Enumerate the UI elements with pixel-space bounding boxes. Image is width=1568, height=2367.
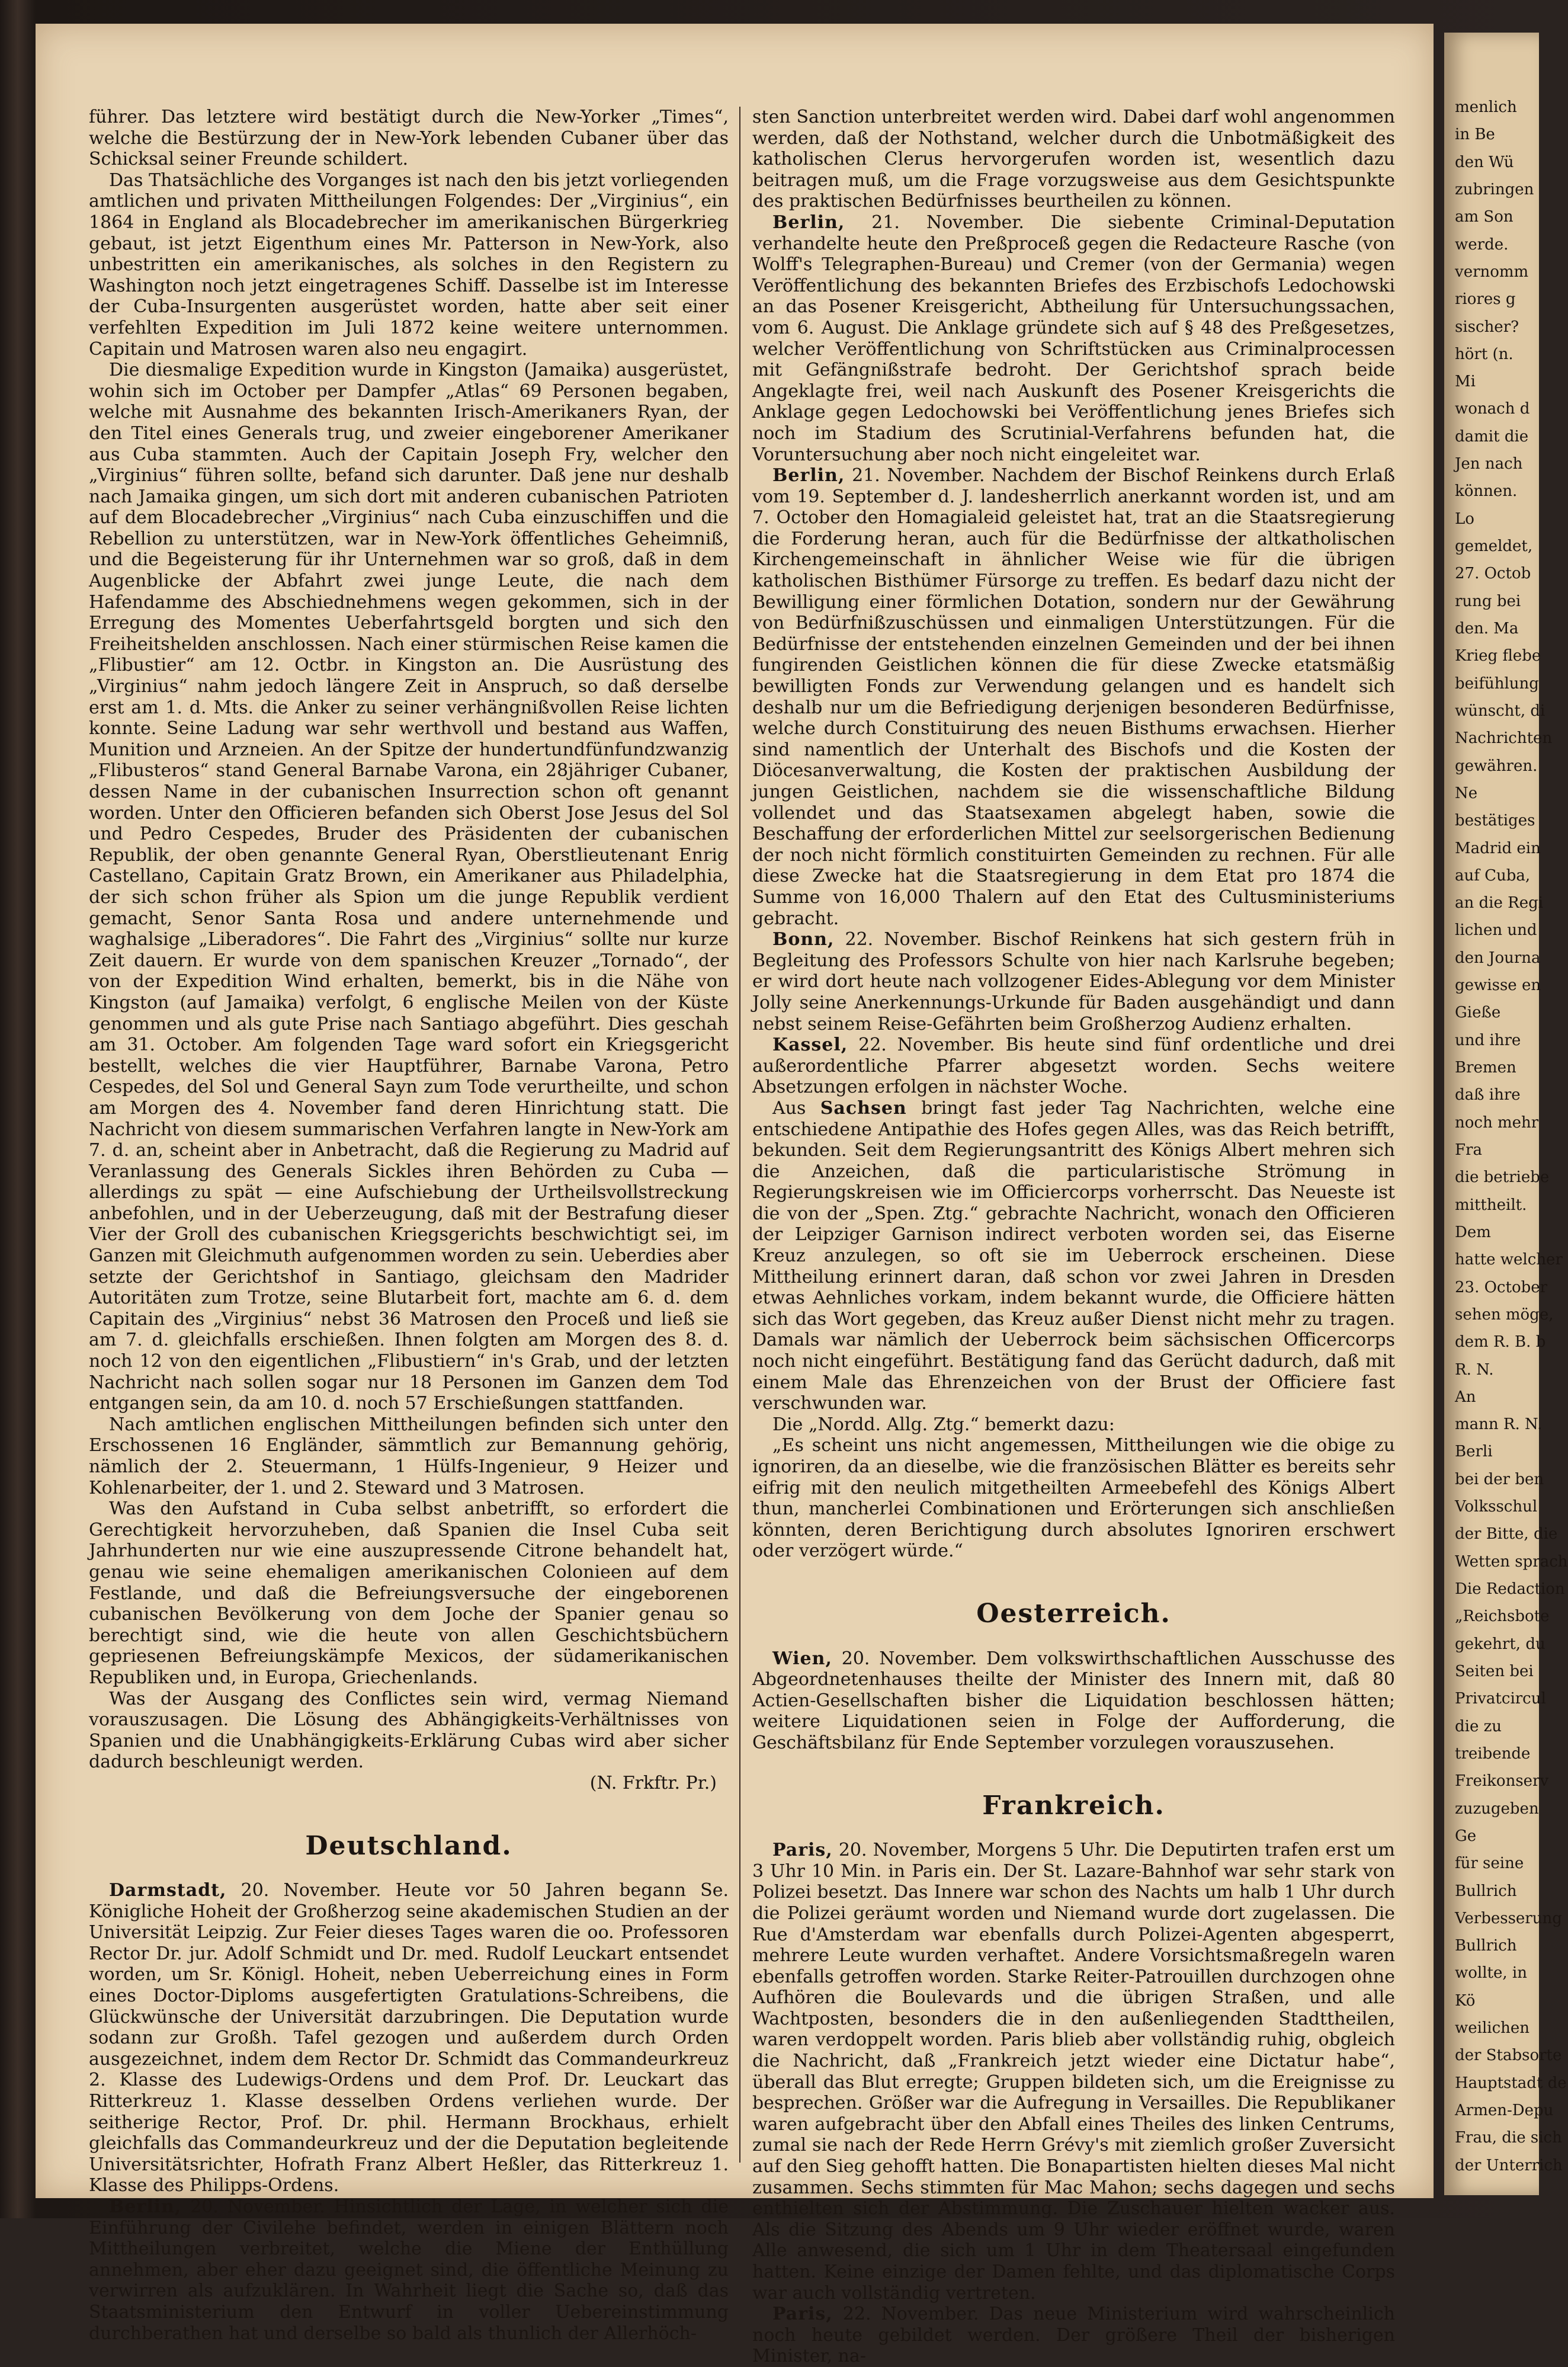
article-berlin-civilehe — [89, 2196, 729, 2344]
next-page-fragment: mann R. N. — [1455, 1415, 1543, 1434]
next-page-fragment: in Be — [1455, 126, 1495, 144]
next-page-fragment: gewisse en — [1455, 976, 1541, 995]
paragraph-virginius-expedition: Die diesmalige Expedition wurde in Kingston (Jamaika) ausgerüstet, wohin sich im October per Dampfer „Atlas“ 69 Personen begaben, welche mit Ausnahme des bekannten Irisch-Amerikaners Ryan, der den Titel eines Generals trug, und zweier eingeborener Amerikaner aus Cuba stammten. Auch der Capitain Joseph Fry, welcher den „Virginius“ führen sollte, befand sich darunter. Daß jene nur deshalb nach Jamaika gingen, um sich dort mit anderen cubanischen Patrioten auf dem Blocadebrecher „Virginius“ nach Cuba einzuschiffen und die Rebellion zu unterstützen, war in New-York öffentliches Geheimniß, und die Begeisterung für ihr Unternehmen war so groß, daß in dem Augenblicke der Abfahrt zwei junge Leute, die nach dem Hafendamme des Abschiednehmens wegen gekommen, sich in der Erregung des Momentes Ueberfahrtsgeld borgten und sich den Freiheitshelden anschlossen. Nach einer stürmischen Reise kamen die „Flibustier“ am 12. Octbr. in Kingston an. Die Ausrüstung des „Virginius“ nahm jedoch längere Zeit in Anspruch, so daß derselbe erst am 1. d. Mts. die Anker zu seiner verhängnißvollen Reise lichten konnte. Seine Ladung war sehr werthvoll und bestand aus Waffen, Munition und Arzneien. An der Spitze der hundertundfünfundzwanzig „Flibusteros“ stand General Barnabe Varona, ein 28jähriger Cubaner, dessen Name in der cubanischen Insurrection schon oft genannt worden. Unter den Officieren befanden sich Oberst Jose Jesus del Sol und Pedro Cespedes, Bruder des Präsidenten der cubanischen Republik, der oben genannte General Ryan, Oberstlieutenant Enrig Castellano, Capitain Gratz Brown, ein Amerikaner aus Philadelphia, der sich schon früher als Spion um die junge Republik verdient gemacht, Senor Santa Rosa und andere unternehmende und waghalsige „Liberadores“. Die Fahrt des „Virginius“ sollte nur kurze Zeit dauern. Er wurde von dem spanischen Kreuzer „Tornado“, der von der Expedition Wind erhalten, bemerkt, bis in die Nähe von Kingston (auf Jamaika) verfolgt, 6 englische Meilen von der Küste genommen und als gute Prise nach Santiago abgeführt. Dies geschah am 31. October. Am folgenden Tage ward sofort ein Kriegsgericht bestellt, welches die vier Hauptführer, Barnabe Varona, Petro Cespedes, del Sol und General Sayn zum Tode verurtheilte, und schon am Morgen des 4. November fand deren Hinrichtung statt. Die Nachricht von diesem summarischen Verfahren langte in New-York am 7. d. an, scheint aber in Anbetracht, daß die Regierung zu Madrid auf Veranlassung des Generals Sickles ihren Behörden zu Cuba — allerdings zu spät — eine Aufschiebung der Urtheilsvollstreckung anbefohlen, und in der Ueberzeugung, daß mit der Bestrafung dieser Vier der Groll des cubanischen Kriegsgerichts beschwichtigt sei, im Ganzen mit Gleichmuth aufgenommen worden zu sein. Ueberdies aber setzte der Gerichtshof in Santiago, gleichsam den Madrider Autoritäten zum Trotze, seine Blutarbeit fort, machte am 6. d. dem Capitain des „Virginius“ nebst 36 Matrosen den Proceß und ließ sie am 7. d. gleichfalls erschießen. Ihnen folgten am Morgen des 8. d. noch 12 von den eigentlichen „Flibustiern“ in's Grab, und der letzten Nachricht nach sollen sogar nur 18 Personen im Ganzen dem Tod entgangen sein, da am 10. d. noch 57 Erschießungen stattfanden. — [89, 360, 729, 1414]
quote-nordd: „Es scheint uns nicht angemessen, Mittheilungen wie die obige zu ignoriren, da an dieselbe, wie die französischen Blätter es bereits sehr eifrig mit den neulich mitgetheilten Armeebefehl des Königs Albert thun, mancherlei Combinationen und Erörterungen sich anschließen könnten, deren Berichtigung durch absolutes Ignoriren erschwert oder verzögert würde.“ — [752, 1435, 1395, 1562]
next-page-fragment: treibende — [1455, 1744, 1531, 1763]
next-page-fragment: hatte welcher — [1455, 1251, 1563, 1269]
next-page-fragment: den Journa — [1455, 949, 1541, 967]
next-page-fragment: Nachrichten — [1455, 729, 1553, 748]
next-page-fragment: Bullrich — [1455, 1882, 1517, 1900]
paragraph-virginius-intro: führer. Das letztere wird bestätigt durch die New-Yorker „Times“, welche die Bestürzung der in New-York lebenden Cubaner über das Schicksal seiner Freunde schildert. — [89, 107, 729, 170]
next-page-fragment: Gieße — [1455, 1004, 1501, 1022]
next-page-fragment: Freikonserv — [1455, 1772, 1549, 1791]
dateline-city: Darmstadt, — [109, 1880, 227, 1901]
right-column — [752, 107, 1395, 2367]
article-text: 22. November. Bischof Reinkens hat sich gestern früh in Begleitung des Professors Schulte von hier nach Karlsruhe begeben; er wird dort heute nach vollzogener Eides-Ablegung vor dem Minister Jolly seine Anerkennungs-Urkunde für Baden ausgehändigt und dann nebst seinem Reise-Gefährten beim Großherzog Audienz erhalten. — [752, 929, 1395, 1034]
article-bonn — [752, 929, 1395, 1034]
article-lead: Aus — [772, 1097, 806, 1119]
next-page-fragment: Ne — [1455, 784, 1478, 802]
article-paris-ministry — [752, 2304, 1395, 2367]
next-page-fragment: damit die — [1455, 427, 1529, 446]
next-page-fragment: Krieg flebe — [1455, 647, 1541, 665]
column-rule — [739, 107, 740, 2163]
paragraph-virginius-facts: Das Thatsächliche des Vorganges ist nach den bis jetzt vorliegenden amtlichen und privaten Mittheilungen Folgendes: Der „Virginius“, ein 1864 in England als Blocadebrecher im amerikanischen Bürgerkrieg gebaut, ist jetzt Eigenthum eines Mr. Patterson in New-York, also unbestritten ein amerikanisches, als solches in den Registern zu Washington noch jetzt eingetragenes Schiff. Dasselbe ist im Interesse der Cuba-Insurgenten ausgerüstet worden, hatte aber seit einer verfehlten Expedition im Juli 1872 keine weitere unternommen. Capitain und Matrosen waren also neu engagirt. — [89, 169, 729, 360]
section-heading-frankreich: Frankreich. — [982, 1790, 1165, 1821]
article-text: 20. November, Morgens 5 Uhr. Die Deputirten trafen erst um 3 Uhr 10 Min. in Paris ein. Der St. Lazare-Bahnhof war sehr stark von Polizei besetzt. Das Innere war schon des Nachts um halb 1 Uhr durch die Polizei geräumt worden und Niemand wurde dort zugelassen. Die Rue d'Amsterdam war ebenfalls durch Polizei-Agenten abgesperrt, mehrere Leute wurden verhaftet. Andere Vorsichtsmaßregeln waren ebenfalls getroffen worden. Starke Reiter-Patrouillen durchzogen ohne Aufhören die Boulevards und die übrigen Straßen, und alle Wachtposten, besonders die in den außenliegenden Stadttheilen, waren verdoppelt worden. Paris blieb aber vollständig ruhig, obgleich die Nachricht, daß „Frankreich jetzt wieder eine Dictatur habe“, überall das Blut erregte; Gruppen bildeten sich, um die Ereignisse zu besprechen. Größer war die Aufregung in Versailles. Die Republikaner waren aufgebracht über den Abfall eines Theiles des linken Centrums, zumal sie nach der Rede Herrn Grévy's mit ziemlich großer Zuversicht auf den Sieg gehofft hatten. Die Bonapartisten hielten dieses Mal nicht zusammen. Sechs stimmten für Mac Mahon; sechs dagegen und sechs enthielten sich der Abstimmung. Die Zuschauer hielten wacker aus. Als die Sitzung des Abends um 9 Uhr wieder eröffnet wurde, waren Alle anwesend, die sich um 1 Uhr in dem Theatersaal eingefunden hatten. Keine einzige der Damen fehlte, und das diplomatische Corps war auch vollständig vertreten. — [752, 1840, 1395, 2304]
next-page-fragment: Armen-Depu — [1455, 2102, 1554, 2120]
next-page-fragment: zuzugeben — [1455, 1799, 1539, 1818]
next-page-fragment: dem R. B. b — [1455, 1333, 1546, 1351]
next-page-fragment: Seiten bei — [1455, 1663, 1534, 1680]
next-page-fragment: der Unterrich — [1455, 2156, 1563, 2174]
next-page-fragment: vernomm — [1455, 262, 1529, 281]
next-page-fragment: Jen nach — [1455, 455, 1523, 473]
next-page-fragment: Fra — [1455, 1141, 1482, 1159]
quote-intro: Die „Nordd. Allg. Ztg.“ bemerkt dazu: — [772, 1414, 1115, 1435]
next-page-fragment: gekehrt, du — [1455, 1635, 1545, 1653]
article-wien — [752, 1648, 1395, 1754]
next-page-fragment: lichen und — [1455, 921, 1537, 940]
next-page-fragment: der Bitte, die — [1455, 1525, 1558, 1543]
next-page-fragment: der Stabsorte — [1455, 2046, 1562, 2065]
next-page-fragment: 23. October — [1455, 1278, 1548, 1296]
dateline-city: Wien, — [772, 1648, 832, 1669]
next-page-fragment: sischer? — [1455, 318, 1519, 336]
next-page-fragment: gemeldet, — [1455, 537, 1533, 556]
dateline-city: Paris, — [772, 2304, 833, 2325]
next-page-fragment: hört (n. — [1455, 345, 1514, 363]
section-heading-oesterreich: Oesterreich. — [976, 1598, 1171, 1629]
article-text: 21. November. Die siebente Criminal-Deputation verhandelte heute den Preßproceß gegen die Redacteure Rasche (von Wolff's Telegraphen-Bureau) und Cremer (von der Germania) wegen Veröffentlichung des bekannten Briefes des Erzbischofs Ledochowski an das Posener Kreisgericht, Abtheilung für Untersuchungssachen, vom 6. August. Die Anklage gründete sich auf § 48 des Preßgesetzes, welcher Veröffentlichung von Schriftstücken aus Criminalprocessen mit Gefängnißstrafe bedroht. Der Gerichtshof sprach beide Angeklagte frei, weil nach Auskunft des Posener Kreisgerichts die Anklage gegen Ledochowski bei Veröffentlichung jenes Briefes sich noch im Stadium des Scrutinial-Verfahrens befunden hat, die Voruntersuchung aber noch nicht eingeleitet war. — [752, 212, 1395, 465]
next-page-fragment: riores g — [1455, 290, 1516, 309]
next-page-fragment: rung bei — [1455, 592, 1521, 610]
next-page-fragment: Madrid ein — [1455, 839, 1541, 857]
next-page-fragment: am Son — [1455, 208, 1514, 226]
next-page-fragment: Volksschul — [1455, 1498, 1538, 1516]
dateline-city: Kassel, — [772, 1034, 848, 1056]
article-text: bringt fast jeder Tag Nachrichten, welche eine entschiedene Antipathie des Hofes gegen Alles, was das Reich betrifft, bekunden. Seit dem Regierungsantritt des Königs Albert mehren sich die Anzeichen, daß die particularistische Strömung in Regierungskreisen wie im Officiercorps vorherrscht. Das Neueste ist die von der „Spen. Ztg.“ gebrachte Nachricht, wonach den Officieren der Leipziger Garnison indirect verboten worden sei, das Eiserne Kreuz anzulegen, so oft sie im Ueberrock erscheinen. Diese Mittheilung erinnert daran, daß schon vor zwei Jahren in Dresden etwas Aehnliches vorkam, indem bekannt wurde, die Officiere hätten sich das Wort gegeben, das Kreuz außer Dienst nicht mehr zu tragen. Damals war nämlich der Ueberrock beim sächsischen Officercorps noch nicht eingeführt. Bestätigung fand das Gerücht dadurch, daß mit einem Male das Ehrenzeichen von der Brust der Officiere fast verschwunden war. — [752, 1097, 1395, 1414]
article-text: 22. November. Bis heute sind fünf ordentliche und drei außerordentliche Pfarrer abgesetzt worden. Sechs weitere Absetzungen erfolgen in nächster Woche. — [752, 1034, 1395, 1098]
next-page-fragment: auf Cuba, — [1455, 866, 1531, 885]
next-page-fragment: für seine — [1455, 1854, 1524, 1873]
next-page-fragment: Privatcircul — [1455, 1690, 1546, 1708]
next-page-fragment: werde. — [1455, 235, 1509, 254]
newspaper-page — [36, 24, 1434, 2367]
next-page-fragment: den. Ma — [1455, 620, 1519, 638]
next-page-fragment: Dem — [1455, 1223, 1491, 1241]
next-page-fragment: noch mehr — [1455, 1113, 1539, 1132]
next-page-fragment: die zu — [1455, 1717, 1502, 1735]
next-page-fragment: Verbesserung — [1455, 1909, 1562, 1927]
article-text: 20. November. Hinsichtlich der Lage, in welcher sich die Einführung der Civilehe befindet, werden in einigen Blättern noch Mittheilungen verbreitet, welche die Miene der Enthüllung annehmen, aber eher dazu geeignet sind, die öffentliche Meinung zu verwirren als aufzuklären. In Wahrheit liegt die Sache so, daß das Staatsministerium den Entwurf in voller Uebereinstimmung durchberathen hat und derselbe so bald als thunlich der Allerhöch- — [89, 2196, 729, 2344]
paragraph-cuba-uprising: Was den Aufstand in Cuba selbst anbetrifft, so erfordert die Gerechtigkeit hervorzuheben, daß Spanien die Insel Cuba seit Jahrhunderten nur wie eine auszupressende Citrone behandelt hat, genau wie seine ehemaligen amerikanischen Colonieen auf dem Festlande, und daß die Befreiungsversuche der eingeborenen cubanischen Bevölkerung von dem Joche der Spanier genau so berechtigt sind, wie die heute von allen Geschichtsbüchern gepriesenen Befreiungskämpfe Mexicos, der südamerikanischen Republiken und, in Europa, Griechenlands. — [89, 1498, 729, 1688]
article-sachsen — [752, 1098, 1395, 1414]
article-paris-deputies — [752, 1840, 1395, 2304]
dateline-city: Paris, — [772, 1840, 833, 1861]
next-page-fragment: zubringen — [1455, 180, 1534, 198]
next-page-fragment: und ihre — [1455, 1031, 1521, 1049]
article-text: 20. November. Heute vor 50 Jahren begann Se. Königliche Hoheit der Großherzog seine akademischen Studien an der Universität Leipzig. Zur Feier dieses Tages waren die oo. Professoren Rector Dr. jur. Adolf Schmidt und Dr. med. Rudolf Leuckart entsendet worden, um Sr. Königl. Hoheit, neben Ueberreichung eines in Form eines Doctor-Diploms ausgefertigten Gratulations-Schreibens, die Glückwünsche der Universität darzubringen. Die Deputation wurde sodann zur Großh. Tafel gezogen und außerdem durch Orden ausgezeichnet, indem dem Rector Dr. Schmidt das Commandeurkreuz 2. Klasse des Ludewigs-Ordens und dem Prof. Dr. Leuckart das Ritterkreuz 1. Klasse desselben Ordens verliehen wurde. Der seitherige Rector, Prof. Dr. phil. Hermann Brockhaus, erhielt gleichfalls das Commandeurkreuz und der die Deputation begleitende Universitätsrichter, Hofrath Franz Albert Heßler, das Ritterkreuz 1. Klasse des Philipps-Ordens. — [89, 1880, 729, 2196]
next-page-fragment: können. — [1455, 482, 1518, 501]
next-page-fragment: wollte, in — [1455, 1964, 1527, 1982]
next-page-fragment: Frau, die sich — [1455, 2129, 1562, 2147]
next-page-fragment: Ge — [1455, 1827, 1477, 1845]
next-page-fragment: bestätiges — [1455, 812, 1535, 830]
next-page-fragment: Bremen — [1455, 1059, 1516, 1077]
next-page-fragment: wünscht, di — [1455, 702, 1545, 720]
paragraph-conflict-outcome: Was der Ausgang des Conflictes sein wird, vermag Niemand vorauszusagen. Die Lösung des Abhängigkeits-Verhältnisses von Spanien und die Unabhängigkeits-Erklärung Cubas wird aber sicher dadurch beschleunigt werden. — [89, 1688, 729, 1773]
next-page-fragment: mittheilt. — [1455, 1196, 1527, 1214]
next-page-fragment: Hauptstadt de — [1455, 2074, 1567, 2092]
next-page-edge — [1444, 33, 1568, 2195]
next-page-fragment: sehen möge, — [1455, 1305, 1554, 1324]
next-page-fragment: weilichen — [1455, 2019, 1530, 2038]
article-berlin-reinkens — [752, 465, 1395, 929]
paragraph-continuation: sten Sanction unterbreitet werden wird. Dabei darf wohl angenommen werden, daß der Nothstand, welcher durch die Unbotmäßigkeit des katholischen Clerus hervorgerufen worden ist, wesentlich dazu beitragen muß, um die Frage vorzugsweise aus dem Gesichtspunkte des praktischen Bedürfnisses beurtheilen zu können. — [752, 107, 1395, 212]
article-text: 20. November. Dem volkswirthschaftlichen Ausschusse des Abgeordnetenhauses theilte der Minister des Innern mit, daß 80 Actien-Gesellschaften bisher die Liquidation beschlossen hätten; weitere Liquidationen seien in Folge der Aufforderung, die Geschäftsbilanz für Ende September vorzulegen vorauszusehen. — [752, 1648, 1395, 1753]
next-page-fragment: die betriebe — [1455, 1168, 1550, 1187]
next-page-fragment: an die Regi — [1455, 894, 1544, 912]
article-darmstadt — [89, 1880, 729, 2196]
next-page-fragment: Berli — [1455, 1443, 1493, 1461]
next-page-fragment: daß ihre — [1455, 1086, 1521, 1104]
article-text: 21. November. Nachdem der Bischof Reinkens durch Erlaß vom 19. September d. J. landesherrlich anerkannt worden ist, und am 7. October den Homagialeid geleistet hat, trat an die Staatsregierung die Forderung heran, auch für die Bedürfnisse der altkatholischen Kirchengemeinschaft in ähnlicher Weise wie für die übrigen katholischen Bisthümer Fürsorge zu treffen. Es bedarf dazu nicht der Bewilligung einer förmlichen Dotation, sondern nur der Gewährung von Bedürfnißzuschüssen und einmaligen Unterstützungen. Für die Bedürfnisse der entstehenden einzelnen Gemeinden und der bei ihnen fungirenden Geistlichen können die für diese Zwecke etatsmäßig bewilligten Fonds zur Verwendung gelangen und es handelt sich deshalb nur um die Befriedigung derjenigen besonderen Bedürfnisse, welche durch Constituirung des neuen Bisthums erwachsen. Hierher sind namentlich der Unterhalt des Bischofs und die Kosten der Diöcesanverwaltung, die Kosten der praktischen Ausbildung der jungen Geistlichen, nachdem sie die wissenschaftliche Bildung vollendet und das Staatsexamen abgelegt haben, sowie die Beschaffung der erforderlichen Mittel zur seelsorgerischen Bedienung der noch nicht förmlich constituirten Gemeinden zu rechnen. Für alle diese Zwecke hat die Staatsregierung in dem Etat pro 1874 die Summe von 16,000 Thalern auf den Etat des Cultusministeriums gebracht. — [752, 465, 1396, 929]
section-heading-deutschland: Deutschland. — [305, 1830, 512, 1861]
next-page-fragment: bei der ben — [1455, 1470, 1544, 1488]
next-page-fragment: menlich — [1455, 98, 1517, 116]
next-page-fragment: Wetten sprach — [1455, 1552, 1568, 1571]
source-attribution: (N. Frkftr. Pr.) — [589, 1772, 717, 1793]
next-page-fragment: An — [1455, 1388, 1476, 1406]
next-page-fragment: Kö — [1455, 1991, 1476, 2010]
dateline-city: Berlin, — [109, 2196, 182, 2217]
dateline-city: Bonn, — [772, 929, 835, 950]
paragraph-english-victims: Nach amtlichen englischen Mittheilungen befinden sich unter den Erschossenen 16 Engländer, sämmtlich zur Bemannung gehörig, nämlich der 2. Steuermann, 1 Hülfs-Ingenieur, 9 Heizer und Kohlenarbeiter, der 1. und 2. Steward und 3 Matrosen. — [89, 1414, 729, 1498]
article-berlin-pressprocess — [752, 212, 1395, 465]
next-page-fragment: Die Redaction — [1455, 1580, 1565, 1599]
dateline-city: Berlin, — [772, 212, 845, 233]
next-page-fragment: Mi — [1455, 373, 1476, 391]
dateline-city: Berlin, — [772, 465, 845, 486]
next-page-fragment: beifühlung — [1455, 674, 1539, 693]
next-page-fragment: R. N. — [1455, 1360, 1494, 1379]
next-page-fragment: 27. Octob — [1455, 565, 1531, 583]
dateline-city: Sachsen — [820, 1097, 907, 1119]
article-kassel — [752, 1034, 1395, 1098]
next-page-fragment: Bullrich — [1455, 1937, 1517, 1955]
next-page-fragment: gewähren. — [1455, 757, 1538, 775]
article-text: 22. November. Das neue Ministerium wird wahrscheinlich noch heute gebildet werden. Der größere Theil der bisherigen Minister, na- — [752, 2304, 1395, 2367]
next-page-fragment: wonach d — [1455, 400, 1530, 418]
left-column — [89, 107, 729, 2344]
next-page-fragment: den Wü — [1455, 153, 1514, 171]
next-page-fragment: „Reichsbote — [1455, 1607, 1550, 1626]
next-page-fragment: Lo — [1455, 510, 1474, 528]
